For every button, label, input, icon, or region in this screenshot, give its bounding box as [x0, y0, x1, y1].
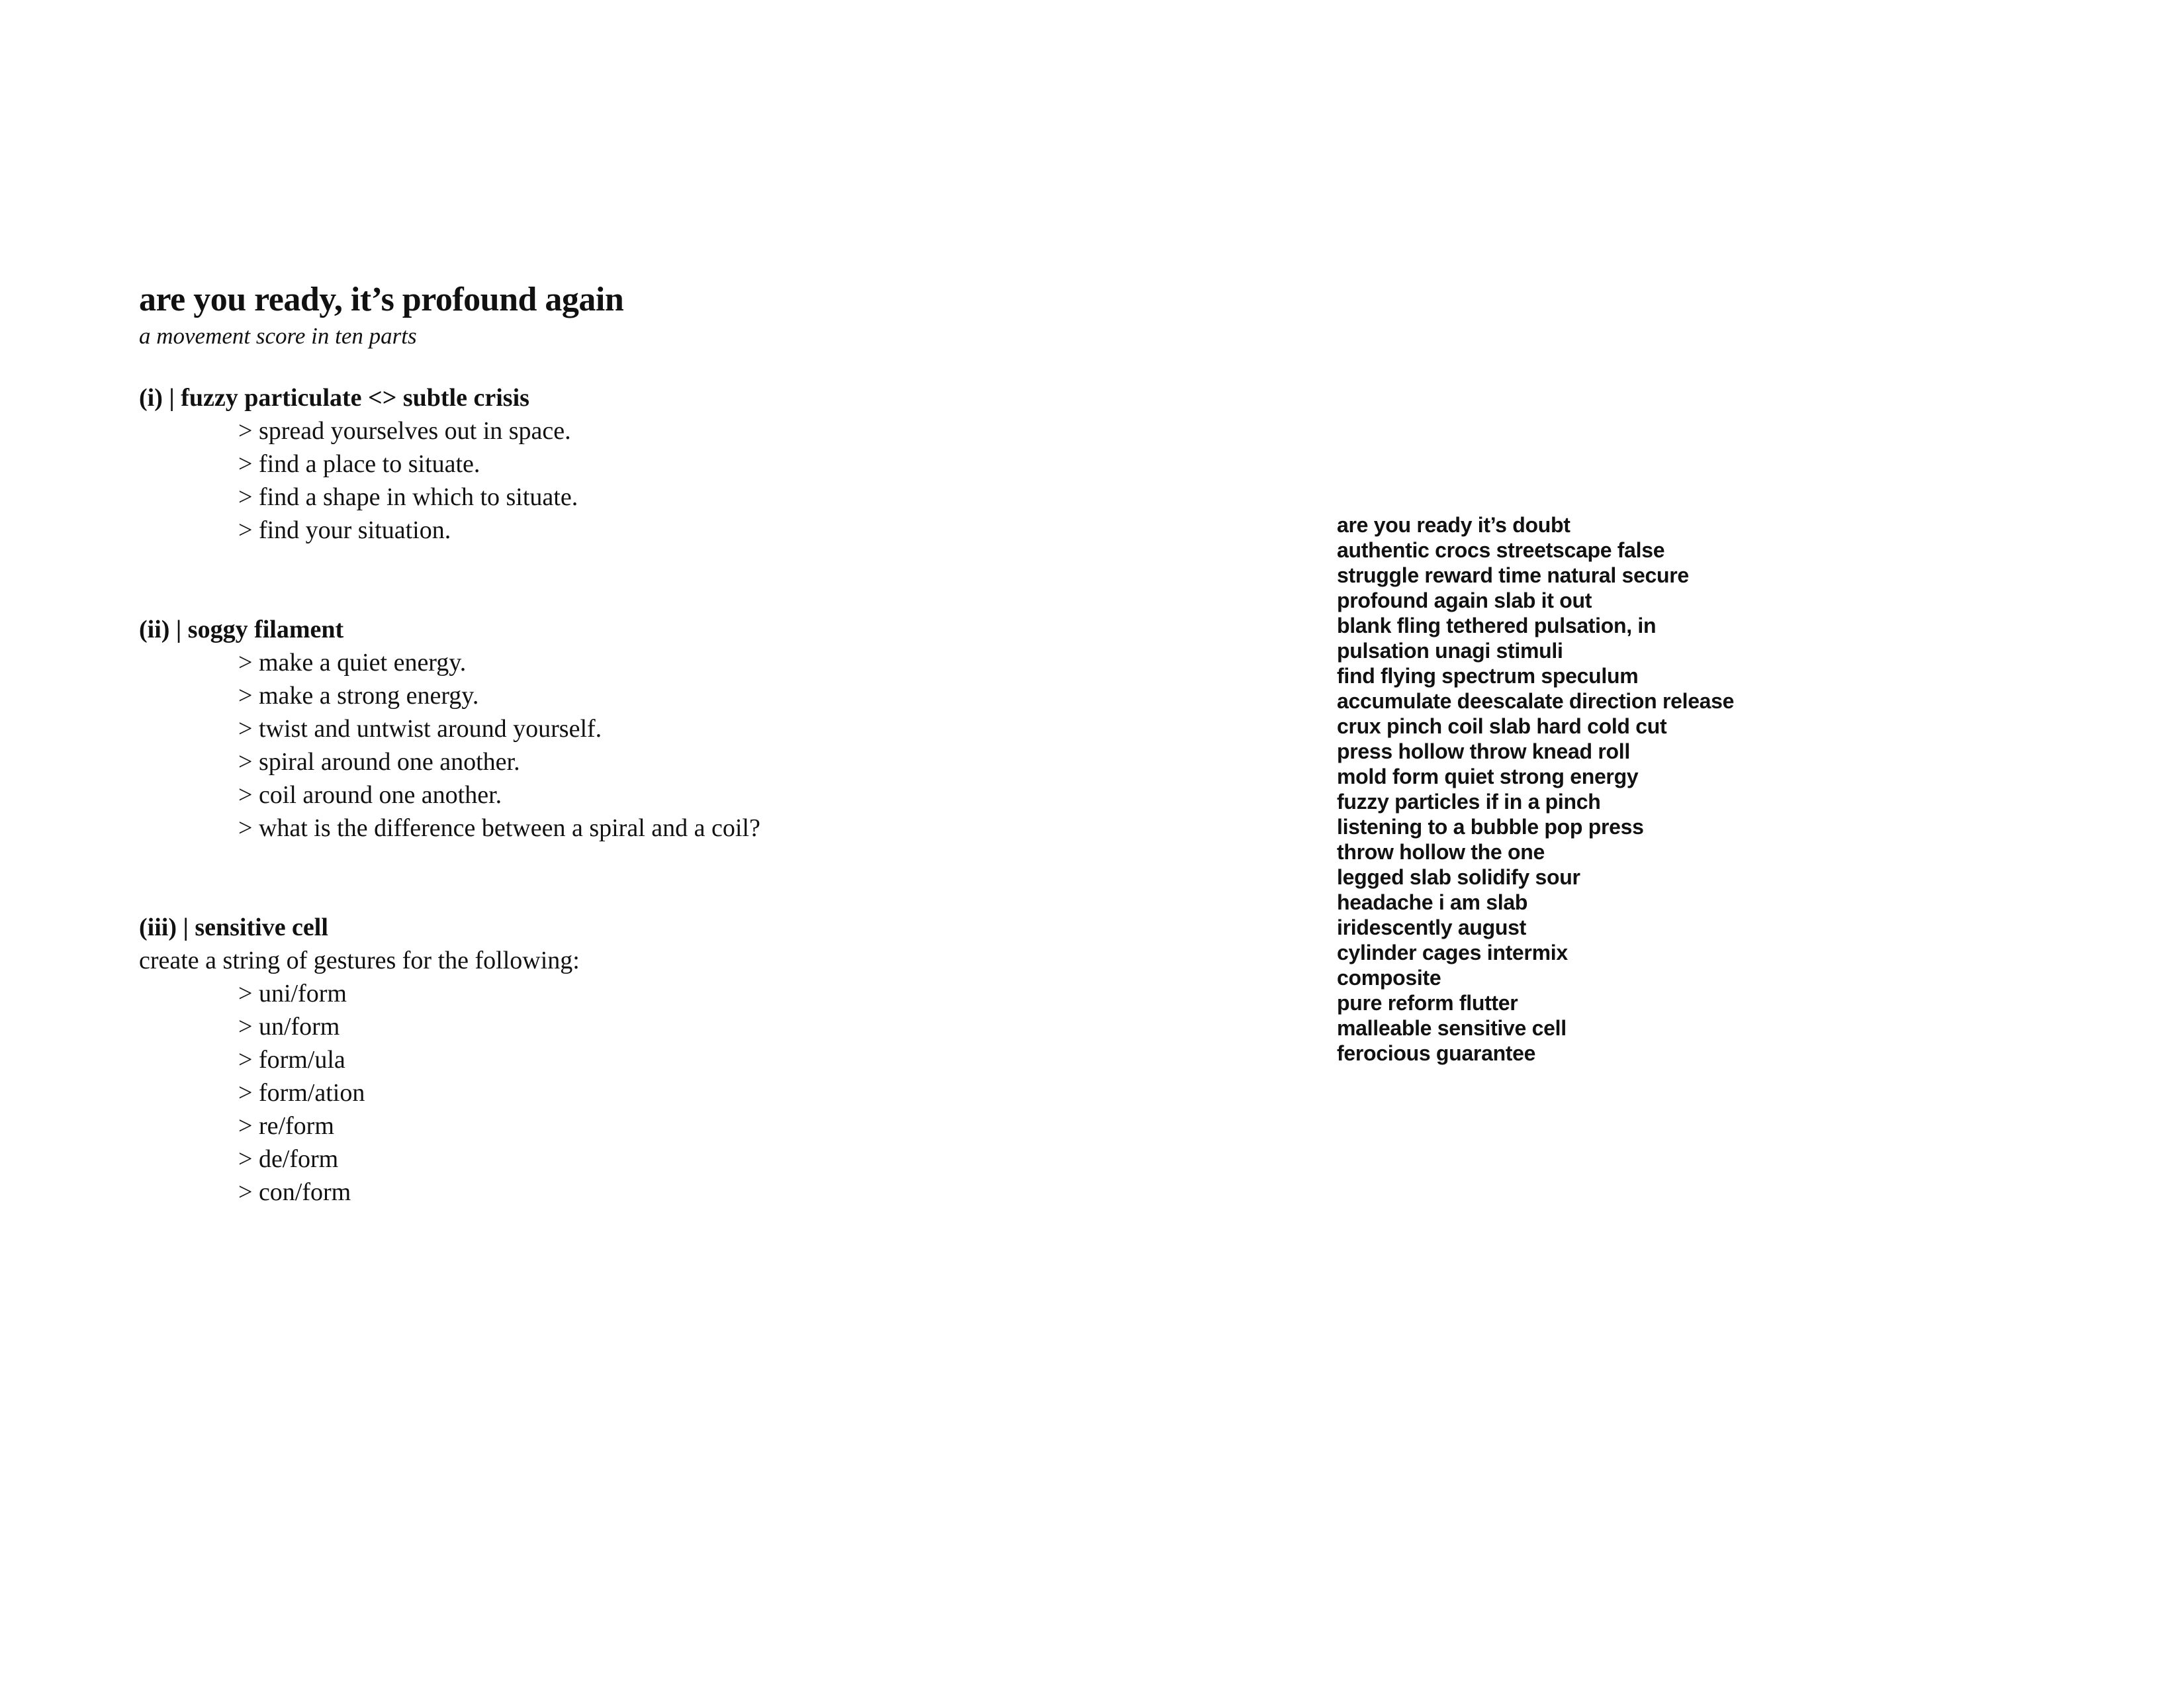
instruction-list	[139, 646, 1132, 845]
instruction-item: > form/ula	[238, 1043, 1132, 1076]
section-heading: (ii) | soggy filament	[139, 616, 344, 643]
instruction-item: > make a strong energy.	[238, 679, 1132, 712]
instruction-item: > make a quiet energy.	[238, 646, 1132, 679]
section-iii	[139, 911, 1132, 1209]
word-line: pulsation unagi stimuli	[1337, 639, 1563, 663]
word-line: profound again slab it out	[1337, 588, 1592, 612]
word-list-panel	[1337, 512, 1933, 1066]
instruction-list	[139, 414, 1132, 547]
section-heading: (i) | fuzzy particulate <> subtle crisis	[139, 384, 529, 412]
word-line: crux pinch coil slab hard cold cut	[1337, 714, 1667, 738]
word-line: are you ready it’s doubt	[1337, 513, 1570, 537]
word-line: find flying spectrum speculum	[1337, 664, 1639, 688]
instruction-item: > find a shape in which to situate.	[238, 481, 1132, 514]
instruction-item: > find your situation.	[238, 514, 1132, 547]
instruction-item: > coil around one another.	[238, 778, 1132, 812]
movement-score	[139, 278, 1132, 1209]
instruction-item: > twist and untwist around yourself.	[238, 712, 1132, 745]
word-line: mold form quiet strong energy	[1337, 765, 1639, 788]
word-line: composite	[1337, 966, 1441, 990]
instruction-item: > form/ation	[238, 1076, 1132, 1109]
instruction-item: > con/form	[238, 1176, 1132, 1209]
section-i	[139, 381, 1132, 547]
instruction-list	[139, 977, 1132, 1209]
instruction-item: > spread yourselves out in space.	[238, 414, 1132, 447]
word-line: press hollow throw knead roll	[1337, 739, 1630, 763]
instruction-item: > uni/form	[238, 977, 1132, 1010]
word-line: authentic crocs streetscape false	[1337, 538, 1665, 562]
instruction-item: > find a place to situate.	[238, 447, 1132, 481]
word-line: fuzzy particles if in a pinch	[1337, 790, 1601, 814]
word-line: ferocious guarantee	[1337, 1041, 1536, 1065]
section-intro: create a string of gestures for the following:	[139, 947, 580, 974]
instruction-item: > re/form	[238, 1109, 1132, 1143]
instruction-item: > un/form	[238, 1010, 1132, 1043]
word-line: blank fling tethered pulsation, in	[1337, 614, 1657, 637]
instruction-item: > spiral around one another.	[238, 745, 1132, 778]
word-line: legged slab solidify sour	[1337, 865, 1580, 889]
word-line: accumulate deescalate direction release	[1337, 689, 1735, 713]
word-line: headache i am slab	[1337, 890, 1528, 914]
word-line: struggle reward time natural secure	[1337, 563, 1689, 587]
section-spacer	[139, 845, 1132, 911]
section-heading: (iii) | sensitive cell	[139, 914, 328, 941]
section-spacer	[139, 547, 1132, 613]
word-line: malleable sensitive cell	[1337, 1016, 1567, 1040]
word-line: pure reform flutter	[1337, 991, 1518, 1015]
instruction-item: > de/form	[238, 1143, 1132, 1176]
page-title: are you ready, it’s profound again	[139, 281, 624, 318]
word-line: listening to a bubble pop press	[1337, 815, 1644, 839]
section-ii	[139, 613, 1132, 845]
page-subtitle: a movement score in ten parts	[139, 323, 417, 349]
word-line: cylinder cages intermix	[1337, 941, 1568, 964]
word-line: throw hollow the one	[1337, 840, 1545, 864]
word-line: iridescently august	[1337, 915, 1526, 939]
word-list	[1337, 512, 1933, 1066]
instruction-item: > what is the difference between a spiral and a coil?	[238, 812, 1132, 845]
